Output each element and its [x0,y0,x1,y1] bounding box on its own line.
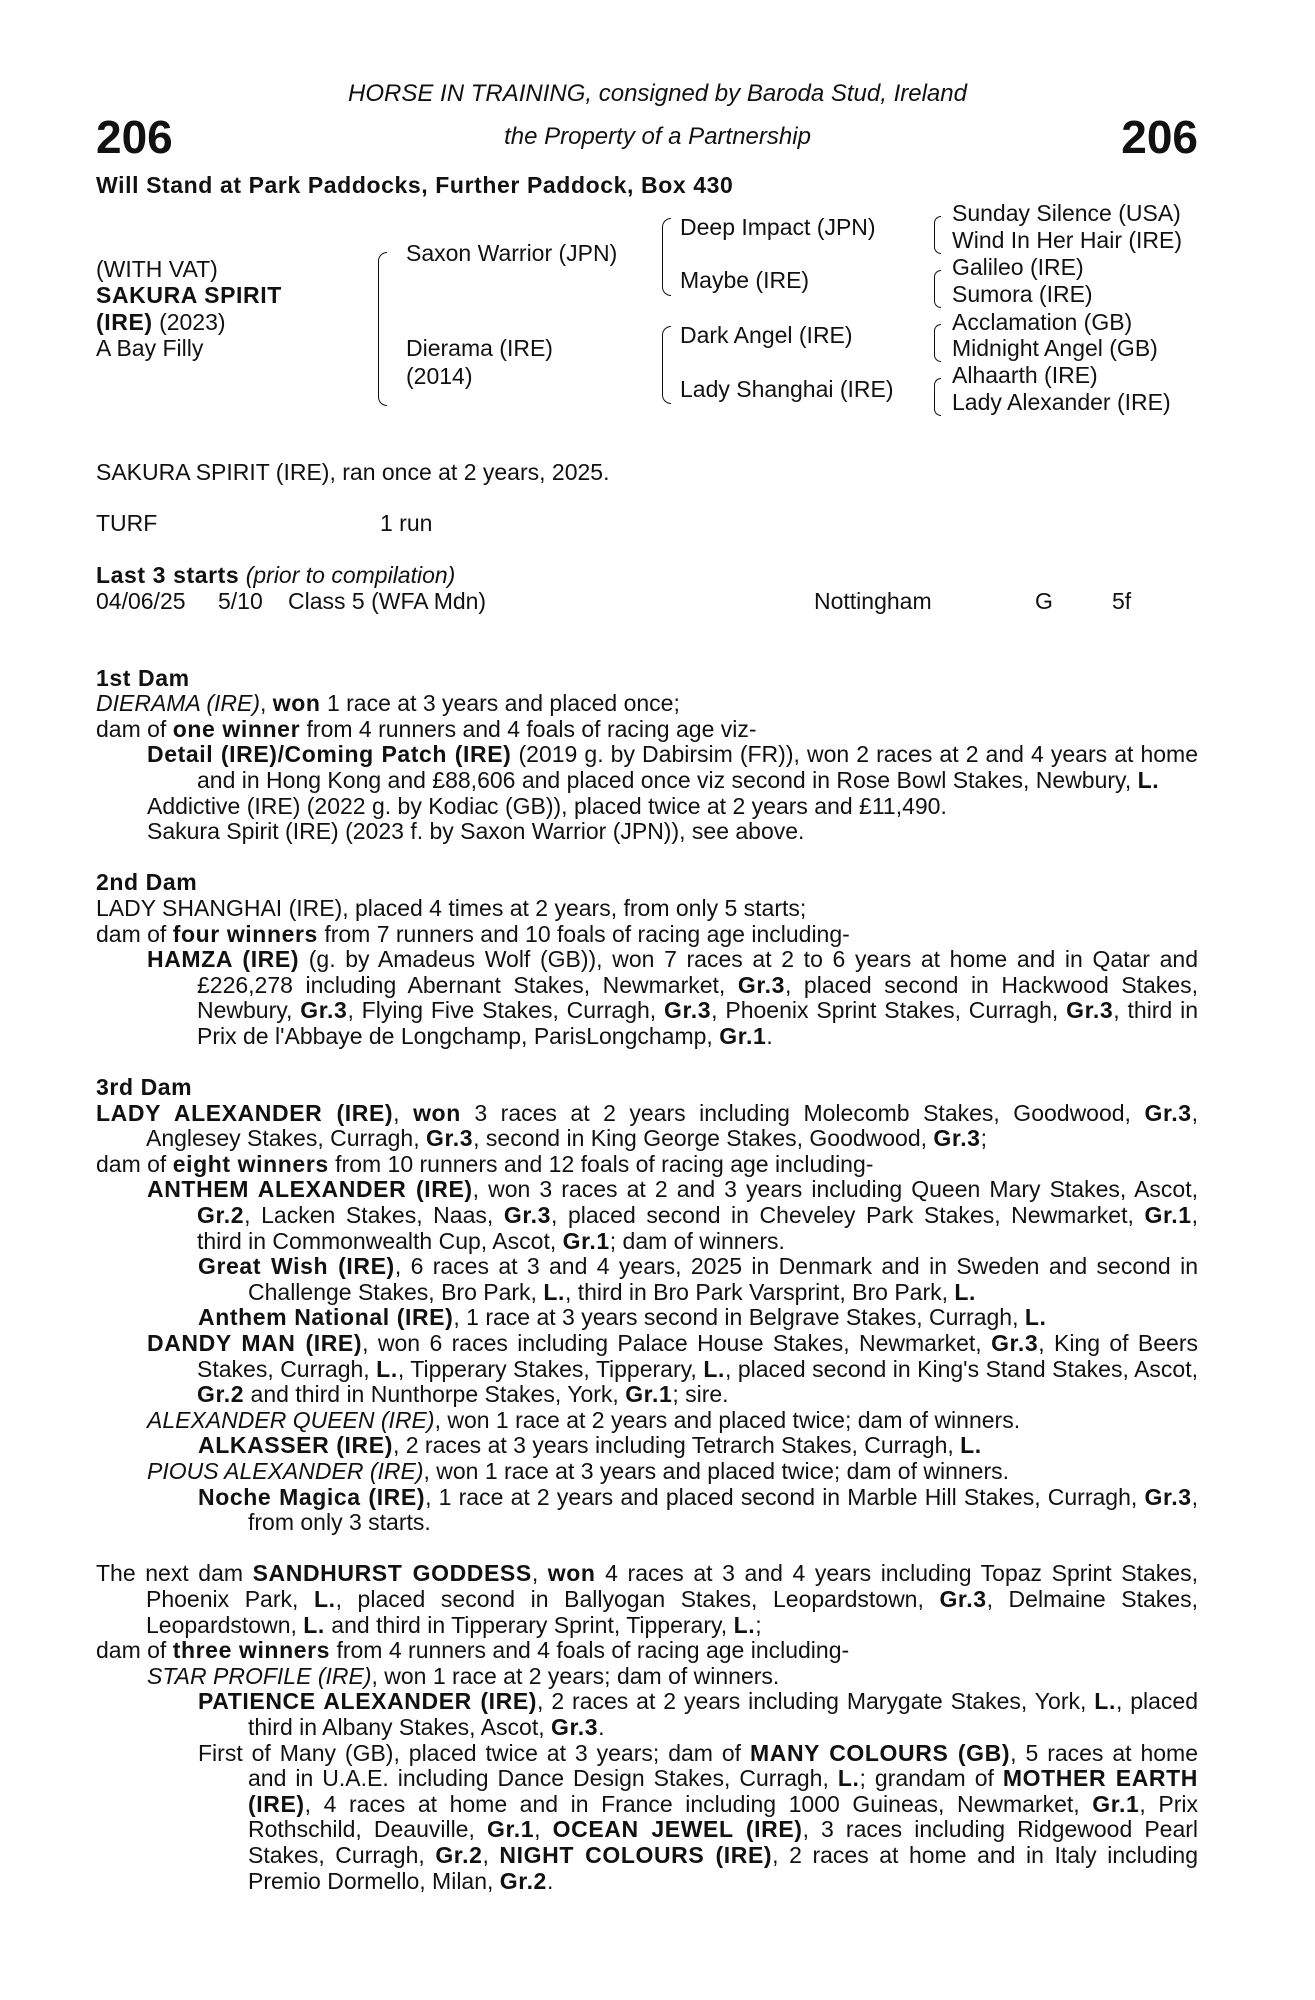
property-line: the Property of a Partnership [504,123,811,150]
text: , Tipperary Stakes, Tipperary, [397,1355,704,1382]
produce-entry [96,1664,1198,1690]
produce-entry [96,742,1198,793]
text: 4 races at 3 and 4 years including Topaz Sprint Stakes, Phoenix Park, [146,1560,1198,1612]
bold-text: L. [1094,1688,1116,1715]
text: , placed second in King's Stand Stakes, Ascot, [724,1355,1199,1382]
produce-entry [96,1305,1198,1331]
race-class: Class 5 (WFA Mdn) [288,588,487,614]
bold-text: four winners [172,920,318,947]
bold-text: HAMZA (IRE) [147,946,300,973]
bold-text: L. [1137,766,1160,793]
produce-entry [96,1152,1198,1178]
text: , [482,1841,500,1868]
text: from 7 runners and 10 foals of racing age including- [317,920,850,947]
bold-text: Gr.1 [1144,1202,1192,1229]
last-starts-title: Last 3 starts [96,562,240,588]
produce-entry [96,1689,1198,1740]
produce-entry [96,819,1198,845]
pedigree-brace [378,252,387,406]
text: , third in Prix de l'Abbaye de Longchamp, ParisLongchamp, [197,997,1198,1049]
bold-text: L. [960,1432,982,1459]
text: and third in Tipperary Sprint, Tipperary, [324,1611,734,1638]
bold-text: Gr.3 [737,971,786,998]
text: ; grandam of [859,1765,1003,1792]
text: 1 race at 3 years and placed once; [320,690,680,717]
bold-text: won [272,690,321,717]
pedigree-brace [934,378,941,416]
bold-text: Gr.3 [1144,1483,1192,1510]
pedigree-brace [934,216,941,254]
bold-text: Gr.3 [939,1585,987,1612]
text: , placed third in Albany Stakes, Ascot, [248,1688,1199,1740]
text: , 5 races at home and in U.A.E. including Dance Design Stakes, Curragh, [248,1739,1198,1792]
text: from 4 runners and 4 foals of racing age including- [330,1637,850,1664]
dam-section [96,1075,1198,1536]
surface-runs: 1 run [380,510,433,536]
pedigree-dam: Dierama (IRE) [406,335,553,361]
text: dam of [96,920,173,947]
text: . [598,1713,605,1740]
bold-text: one winner [172,715,301,742]
bold-text: L. [733,1611,756,1638]
race-course: Nottingham [814,588,932,614]
dam-section [96,870,1198,1049]
produce-entry [96,1331,1198,1408]
produce-entry [96,1638,1198,1664]
pedigree-gen3: Midnight Angel (GB) [952,335,1158,361]
text: , won 1 race at 2 years; dam of winners. [371,1662,780,1689]
italic-text: STAR PROFILE (IRE) [147,1662,372,1689]
text: , 1 race at 3 years second in Belgrave Stakes, Curragh, [453,1304,1025,1331]
section-heading: 3rd Dam [96,1074,193,1101]
pedigree-dam-sire: Dark Angel (IRE) [680,322,853,348]
produce-entry [96,1433,1198,1459]
bold-text: Noche Magica (IRE) [198,1483,426,1510]
horse-origin-year [96,309,226,335]
bold-text: MOTHER EARTH (IRE) [248,1765,1198,1817]
last-starts-heading [96,562,455,588]
section-heading: 2nd Dam [96,869,198,896]
text: , [393,1099,414,1126]
produce-entry [96,1101,1198,1152]
bold-text: DANDY MAN (IRE) [147,1330,363,1357]
horse-name: SAKURA SPIRIT [96,282,282,308]
text: , 4 races at home and in France including 1000 Guineas, Newmarket, [304,1790,1093,1817]
race-position: 5/10 [218,588,263,614]
bold-text: ANTHEM ALEXANDER (IRE) [147,1176,473,1203]
bold-text: Great Wish (IRE) [198,1253,395,1280]
text: 3 races at 2 years including Molecomb Stakes, Goodwood, [460,1099,1145,1126]
bold-text: Gr.2 [197,1381,245,1408]
race-distance: 5f [1112,588,1132,614]
section-heading: 1st Dam [96,664,190,691]
text: from 10 runners and 12 foals of racing age including- [328,1150,874,1177]
bold-text: Anthem National (IRE) [198,1304,454,1331]
bold-text: won [547,1560,596,1587]
pedigree-brace [934,324,941,362]
horse-description: A Bay Filly [96,335,204,361]
text: (2019 g. by Dabirsim (FR)), won 2 races at 2 and 4 years at home and in Hong Kong and £88,606 and placed once viz second in Rose Bowl Stakes, Newbury, [197,741,1199,793]
produce-entry [96,1459,1198,1485]
bold-text: eight winners [172,1150,329,1177]
pedigree-gen3: Acclamation (GB) [952,309,1133,335]
dam-section [96,666,1198,845]
bold-text: ALKASSER (IRE) [198,1432,393,1459]
bold-text: Gr.3 [1066,997,1114,1024]
pedigree-gen3: Lady Alexander (IRE) [952,389,1171,415]
text: , [534,1816,553,1843]
text: , won 6 races including Palace House Stakes, Newmarket, [362,1330,992,1357]
pedigree-dam-dam: Lady Shanghai (IRE) [680,376,894,402]
bold-text: Gr.2 [435,1841,483,1868]
last-starts-note: (prior to compilation) [245,562,456,588]
text: dam of [96,715,173,742]
text: , from only 3 starts. [248,1483,1198,1536]
text: ; [980,1125,987,1152]
produce-entry [96,947,1198,1049]
pedigree-gen3: Galileo (IRE) [952,254,1084,280]
text: , [531,1560,548,1587]
bold-text: NIGHT COLOURS (IRE) [499,1841,773,1868]
text: , won 1 race at 3 years and placed twice; dam of winners. [423,1458,1010,1484]
horse-year: (2023) [159,309,226,335]
text: , Prix Rothschild, Deauville, [248,1790,1198,1843]
produce-entry [96,1741,1198,1895]
bold-text: Gr.1 [562,1227,610,1254]
bold-text: L. [954,1278,977,1305]
bold-text: SANDHURST GODDESS [252,1560,532,1587]
text: , won 3 races at 2 and 3 years including Queen Mary Stakes, Ascot, [472,1176,1198,1203]
pedigree-dam-year: (2014) [406,363,473,389]
text: (g. by Amadeus Wolf (GB)), won 7 races at 2 to 6 years at home and in Qatar and £226,278 including Abernant Stakes, Newmarket, [197,946,1198,998]
text: , second in King George Stakes, Goodwood, [473,1125,934,1152]
text: and third in Nunthorpe Stakes, York, [244,1381,626,1408]
text: Sakura Spirit (IRE) (2023 f. by Saxon Warrior (JPN)), see above. [147,818,805,845]
dam-section [96,1561,1198,1894]
bold-text: Gr.2 [197,1202,245,1229]
pedigree-gen3: Sunday Silence (USA) [952,200,1181,226]
text: , 3 races including Ridgewood Pearl Stakes, Curragh, [248,1816,1199,1868]
produce-entry [96,794,1198,820]
italic-text: DIERAMA (IRE) [96,690,260,717]
lot-number-left: 206 [96,111,173,163]
bold-text: PATIENCE ALEXANDER (IRE) [198,1688,538,1715]
bold-text: L. [703,1355,725,1382]
text: First of Many (GB), placed twice at 3 years; dam of [198,1739,750,1766]
text: , King of Beers Stakes, Curragh, [197,1330,1199,1382]
bold-text: Gr.3 [1144,1099,1192,1126]
produce-entry [96,1485,1198,1536]
italic-text: ALEXANDER QUEEN (IRE) [147,1406,435,1433]
bold-text: L. [1024,1304,1047,1331]
race-summary: SAKURA SPIRIT (IRE), ran once at 2 years, 2025. [96,459,610,485]
pedigree-sire-dam: Maybe (IRE) [680,267,810,293]
text: , 6 races at 3 and 4 years, 2025 in Denmark and in Sweden and second in Challenge Stakes, Bro Park, [248,1253,1198,1305]
text: , 2 races at 2 years including Marygate Stakes, York, [537,1688,1095,1715]
pedigree-brace [934,270,941,308]
surface-label: TURF [96,510,158,536]
pedigree-gen3: Wind In Her Hair (IRE) [952,227,1183,253]
bold-text: MANY COLOURS (GB) [749,1739,1011,1766]
pedigree-gen3: Sumora (IRE) [952,281,1093,307]
text: LADY SHANGHAI (IRE), placed 4 times at 2 years, from only 5 starts; [96,894,807,921]
text: , won 1 race at 2 years and placed twice; dam of winners. [434,1406,1021,1433]
bold-text: three winners [172,1637,331,1664]
bold-text: L. [376,1355,398,1382]
stand-location: Will Stand at Park Paddocks, Further Paddock, Box 430 [96,172,734,198]
horse-suffix: (IRE) [96,309,153,335]
text: dam of [96,1150,173,1177]
text: The next dam [96,1560,253,1587]
text: , third in Bro Park Varsprint, Bro Park, [564,1278,955,1305]
produce-entry [96,1408,1198,1434]
text: . [546,1867,554,1894]
bold-text: won [413,1099,461,1126]
text: , placed second in Hackwood Stakes, Newbury, [197,971,1198,1024]
bold-text: L. [837,1765,860,1792]
bold-text: Gr.3 [300,997,348,1024]
text: , 2 races at home and in Italy including Premio Dormello, Milan, [248,1841,1199,1894]
produce-entry [96,1177,1198,1254]
text: , 1 race at 2 years and placed second in Marble Hill Stakes, Curragh, [425,1483,1145,1510]
italic-text: PIOUS ALEXANDER (IRE) [147,1458,424,1484]
pedigree-brace [662,326,671,404]
bold-text: Gr.3 [503,1202,551,1229]
produce-record [96,640,1198,1894]
text: , third in Commonwealth Cup, Ascot, [197,1202,1198,1254]
bold-text: LADY ALEXANDER (IRE) [96,1099,394,1126]
pedigree-gen3: Alhaarth (IRE) [952,362,1098,388]
text: Addictive (IRE) (2022 g. by Kodiac (GB)), placed twice at 2 years and £11,490. [147,792,947,819]
bold-text: L. [313,1585,336,1612]
text: , Delmaine Stakes, Leopardstown, [146,1585,1198,1638]
produce-entry [96,717,1198,743]
text: , placed second in Cheveley Park Stakes, Newmarket, [550,1202,1145,1229]
produce-entry [96,691,1198,717]
pedigree-brace [662,218,671,296]
consignor-line: HORSE IN TRAINING, consigned by Baroda Stud, Ireland [348,80,967,107]
vat-note: (WITH VAT) [96,256,218,282]
produce-entry [96,896,1198,922]
text: , Lacken Stakes, Naas, [244,1202,504,1229]
bold-text: Gr.1 [1092,1790,1140,1817]
text: , [260,690,273,717]
pedigree-sire: Saxon Warrior (JPN) [406,240,618,266]
text: ; dam of winners. [609,1227,785,1254]
bold-text: Gr.1 [719,1022,767,1049]
text: , Phoenix Sprint Stakes, Curragh, [711,997,1067,1024]
bold-text: Gr.2 [499,1867,547,1894]
bold-text: Gr.3 [664,997,712,1024]
bold-text: Gr.1 [625,1381,673,1408]
race-going: G [1035,588,1053,614]
lot-number-right: 206 [1121,111,1198,163]
bold-text: Gr.1 [486,1816,535,1843]
bold-text: OCEAN JEWEL (IRE) [552,1816,803,1843]
bold-text: Gr.3 [425,1125,474,1152]
text: ; [755,1611,762,1638]
text: , Flying Five Stakes, Curragh, [347,997,664,1024]
text: . [766,1022,773,1049]
produce-entry [96,1254,1198,1305]
text: , placed second in Ballyogan Stakes, Leopardstown, [335,1585,940,1612]
produce-entry [96,922,1198,948]
bold-text: Gr.3 [991,1330,1039,1357]
text: from 4 runners and 4 foals of racing age viz- [300,715,757,742]
text: dam of [96,1637,173,1664]
bold-text: Detail (IRE)/Coming Patch (IRE) [147,741,512,768]
pedigree-sire-sire: Deep Impact (JPN) [680,214,876,240]
bold-text: L. [303,1611,325,1638]
bold-text: Gr.3 [933,1125,981,1152]
race-date: 04/06/25 [96,588,186,614]
text: , 2 races at 3 years including Tetrarch Stakes, Curragh, [392,1432,961,1459]
produce-entry [96,1561,1198,1638]
bold-text: L. [543,1278,565,1305]
bold-text: Gr.3 [551,1713,599,1740]
text: , Anglesey Stakes, Curragh, [146,1099,1199,1152]
text: ; sire. [672,1381,729,1408]
